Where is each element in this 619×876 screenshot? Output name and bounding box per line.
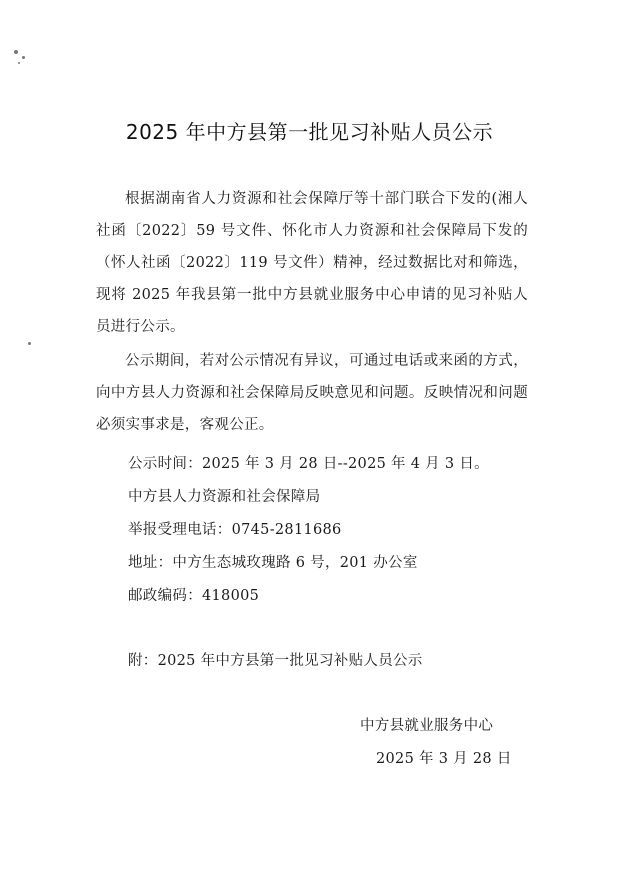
body-paragraph-basis: 根据湖南省人力资源和社会保障厅等十部门联合下发的(湘人社函〔2022〕59 号文件、怀化市人力资源和社会保障局下发的（怀人社函〔2022〕119 号文件）精神，经过数据比对和筛选，现将 2025 年我县第一批中方县就业服务中心申请的见习补贴人员进行公示。 — [96, 191, 528, 335]
signature-organization: 中方县就业服务中心 — [360, 718, 494, 734]
scan-speck — [22, 56, 25, 59]
organization-name: 中方县人力资源和社会保障局 — [128, 489, 321, 505]
office-address: 地址：中方生态城玫瑰路 6 号，201 办公室 — [128, 555, 418, 571]
publicity-time: 公示时间：2025 年 3 月 28 日--2025 年 4 月 3 日。 — [128, 456, 489, 472]
body-paragraph-objection: 公示期间，若对公示情况有异议，可通过电话或来函的方式，向中方县人力资源和社会保障局反映意见和问题。反映情况和问题必须实事求是，客观公正。 — [96, 353, 528, 433]
postal-code: 邮政编码：418005 — [128, 588, 260, 604]
page-title: 2025 年中方县第一批见习补贴人员公示 — [125, 120, 494, 144]
report-hotline: 举报受理电话：0745-2811686 — [128, 522, 342, 538]
scan-speck — [18, 62, 20, 64]
signature-date: 2025 年 3 月 28 日 — [376, 751, 512, 767]
scan-speck — [14, 50, 18, 54]
attachment-note: 附：2025 年中方县第一批见习补贴人员公示 — [128, 653, 423, 669]
scan-speck — [28, 342, 31, 345]
